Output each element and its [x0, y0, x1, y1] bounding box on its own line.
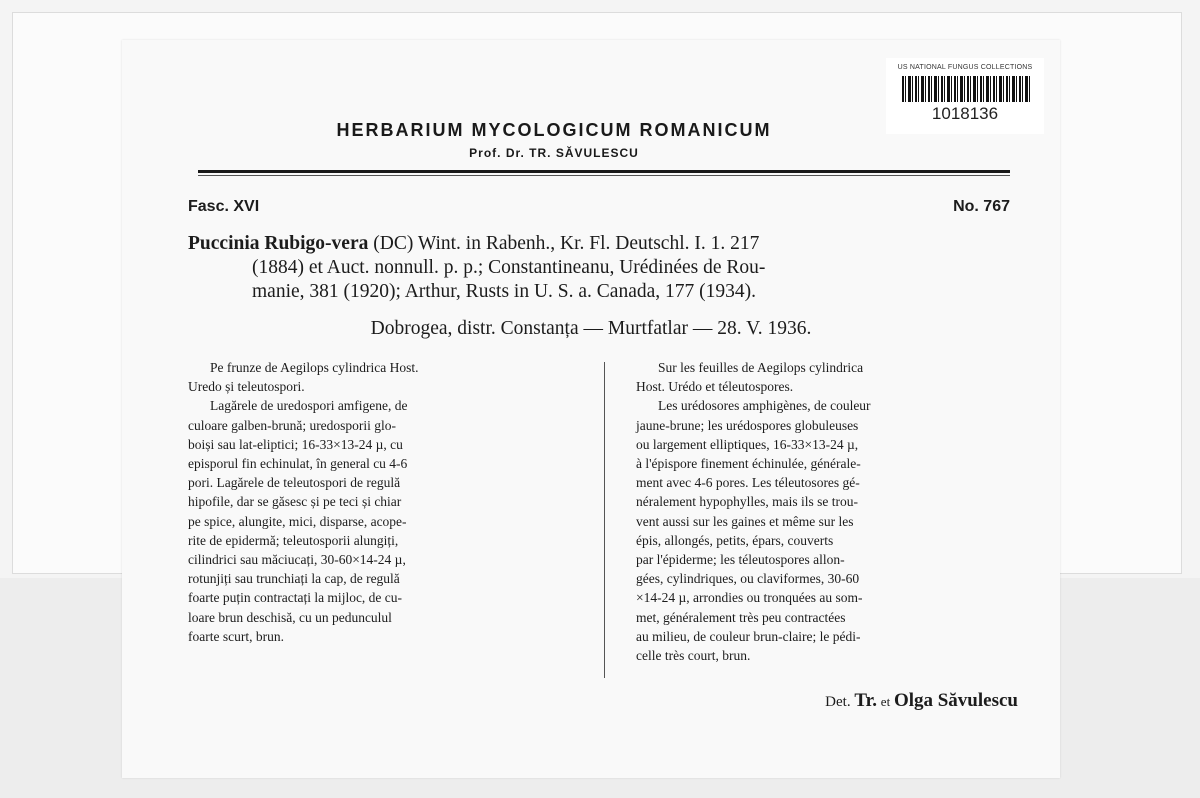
- description-line: met, généralement très peu contractées: [636, 609, 846, 625]
- species-name: Puccinia Rubigo-vera: [188, 233, 369, 254]
- description-line: jaune-brune; les urédospores globuleuses: [636, 417, 859, 433]
- description-line: gées, cylindriques, ou claviformes, 30-60: [636, 571, 860, 587]
- description-line: néralement hypophylles, mais ils se trou-: [636, 494, 858, 510]
- description-romanian: [188, 358, 584, 646]
- description-line: rotunjiți sau trunchiați la cap, de regulă: [188, 571, 400, 587]
- barcode-caption: US NATIONAL FUNGUS COLLECTIONS: [897, 64, 1033, 71]
- specimen-number: No. 767: [953, 198, 1010, 215]
- fascicle-number: Fasc. XVI: [188, 198, 260, 215]
- taxon-citation: [188, 232, 1014, 304]
- herbarium-title: HERBARIUM MYCOLOGICUM ROMANICUM: [336, 120, 772, 140]
- description-line: Sur les feuilles de Aegilops cylindrica: [658, 360, 864, 375]
- description-line: boiși sau lat-eliptici; 16-33×13-24 µ, cu: [188, 436, 403, 452]
- barcode-number: 1018136: [931, 104, 999, 123]
- description-line: Uredo și teleutospori.: [188, 379, 305, 395]
- description-line: pori. Lagărele de teleutospori de regulă: [188, 475, 401, 491]
- description-line: au milieu, de couleur brun-claire; le pédi-: [636, 628, 861, 644]
- description-line: ou largement elliptiques, 16-33×13-24 µ,: [636, 436, 859, 452]
- description-line: vent aussi sur les gaines et même sur les: [636, 513, 854, 529]
- collection-locality: Dobrogea, distr. Constanța — Murtfatlar — 28. V. 1936.: [370, 318, 812, 339]
- determiner-name-1: Tr.: [854, 690, 878, 711]
- description-line: pe spice, alungite, mici, disparse, acope-: [188, 513, 407, 529]
- determiner-line: [825, 690, 1018, 712]
- description-line: culoare galben-brună; uredosporii glo-: [188, 417, 397, 433]
- header-rule-thick: [198, 170, 1010, 173]
- citation-line-2: (1884) et Auct. nonnull. p. p.; Constantineanu, Urédinées de Rou-: [252, 257, 766, 278]
- description-line: Pe frunze de Aegilops cylindrica Host.: [210, 360, 419, 375]
- description-french: [636, 358, 1020, 665]
- description-line: Les urédosores amphigènes, de couleur: [658, 398, 871, 414]
- description-line: rite de epidermă; teleutosporii alungiți,: [188, 532, 399, 548]
- citation-line-3: manie, 381 (1920); Arthur, Rusts in U. S. a. Canada, 177 (1934).: [252, 281, 756, 302]
- description-line: par l'épiderme; les téleutospores allon-: [636, 552, 845, 568]
- header-rule-thin: [198, 175, 1010, 176]
- description-line: celle très court, brun.: [636, 648, 751, 664]
- barcode-icon: [902, 76, 1030, 102]
- description-line: Lagărele de uredospori amfigene, de: [210, 398, 408, 414]
- description-line: épis, allongés, petits, épars, couverts: [636, 532, 834, 548]
- description-line: foarte scurt, brun.: [188, 628, 284, 644]
- determiner-name-2: Olga Săvulescu: [893, 690, 1018, 711]
- column-divider: [604, 362, 605, 678]
- determiner-joiner: et: [880, 694, 891, 709]
- description-line: foarte puțin contractați la mijloc, de cu-: [188, 590, 403, 606]
- description-line: episporul fin echinulat, în general cu 4-6: [188, 456, 408, 472]
- herbarium-director: Prof. Dr. TR. SĂVULESCU: [469, 146, 639, 160]
- citation-authority: (DC) Wint. in Rabenh., Kr. Fl. Deutschl. I. 1. 217: [368, 233, 760, 254]
- description-line: Host. Urédo et téleutospores.: [636, 379, 794, 395]
- description-line: hipofile, dar se găsesc și pe teci și chiar: [188, 494, 402, 510]
- citation-line-1: [188, 232, 1014, 256]
- description-line: loare brun deschisă, cu un pedunculul: [188, 609, 392, 625]
- description-line: ment avec 4-6 pores. Les téleutosores gé-: [636, 475, 860, 491]
- description-line: ×14-24 µ, arrondies ou tronquées au som-: [636, 590, 863, 606]
- determiner-prefix: Det.: [825, 694, 851, 710]
- description-line: à l'épispore finement échinulée, générale-: [636, 456, 861, 472]
- description-line: cilindrici sau măciucați, 30-60×14-24 µ,: [188, 552, 406, 568]
